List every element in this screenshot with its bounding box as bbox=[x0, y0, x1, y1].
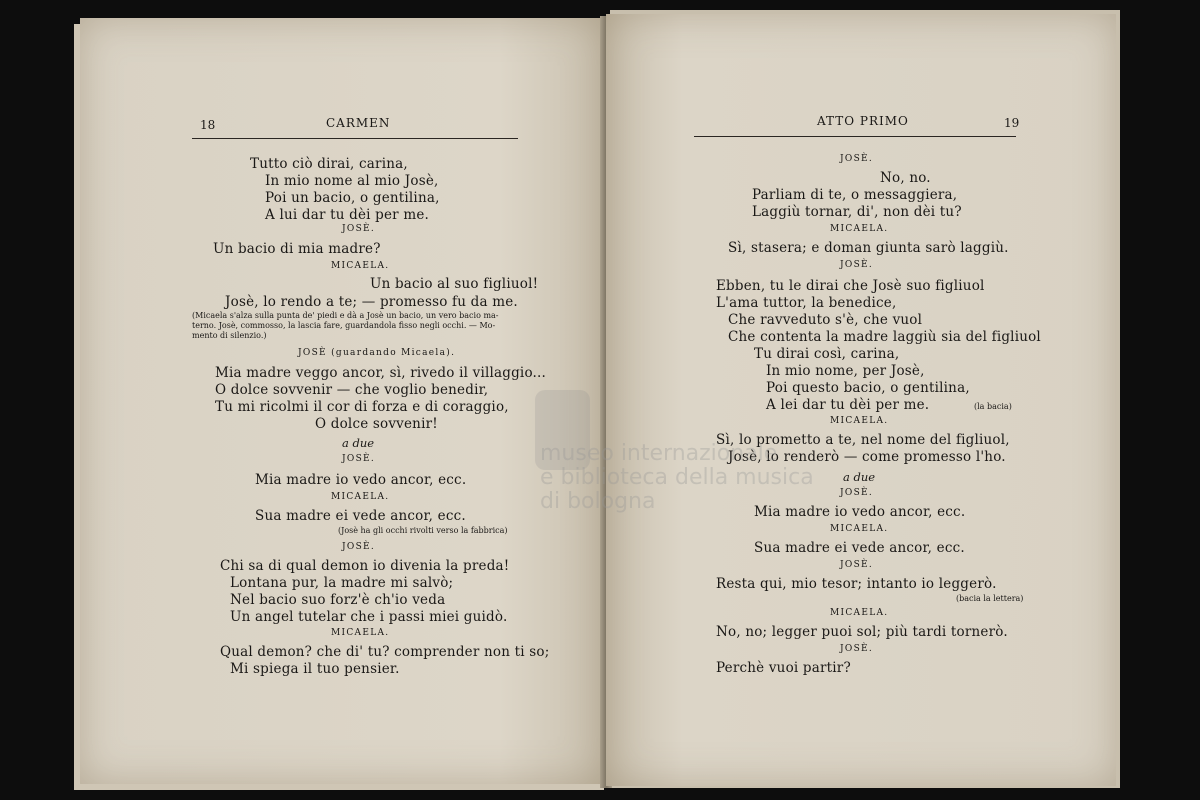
verse-line: Che ravveduto s'è, che vuol bbox=[728, 312, 923, 328]
speaker-label: JOSÈ. bbox=[342, 454, 376, 464]
verse-line: No, no; legger puoi sol; più tardi tornerò. bbox=[716, 624, 1008, 640]
right-header-rule bbox=[694, 136, 1016, 137]
verse-line: Un bacio al suo figliuol! bbox=[370, 276, 539, 292]
verse-line: Tu mi ricolmi il cor di forza e di coraggio, bbox=[215, 399, 509, 415]
verse-line: A lui dar tu dèi per me. bbox=[265, 207, 430, 223]
a-due-marker: a due bbox=[843, 470, 876, 484]
verse-line: Sì, lo prometto a te, nel nome del figliuol, bbox=[716, 432, 1010, 448]
verse-line: Qual demon? che di' tu? comprender non ti so; bbox=[220, 644, 550, 660]
speaker-label: MICAELA. bbox=[331, 261, 390, 271]
verse-line: Mia madre io vedo ancor, ecc. bbox=[754, 504, 966, 520]
speaker-label: MICAELA. bbox=[331, 628, 390, 638]
speaker-label: JOSÈ. bbox=[840, 488, 874, 498]
verse-line: No, no. bbox=[880, 170, 931, 186]
verse-line: Resta qui, mio tesor; intanto io leggerò. bbox=[716, 576, 997, 592]
right-page bbox=[606, 14, 1116, 786]
verse-line: Lontana pur, la madre mi salvò; bbox=[230, 575, 454, 591]
verse-line: Un angel tutelar che i passi miei guidò. bbox=[230, 609, 508, 625]
verse-line: Parliam di te, o messaggiera, bbox=[752, 187, 958, 203]
speaker-label: MICAELA. bbox=[830, 524, 889, 534]
a-due-marker: a due bbox=[342, 436, 375, 450]
right-running-head: ATTO PRIMO bbox=[817, 114, 909, 128]
speaker-label: JOSÈ. bbox=[342, 542, 376, 552]
watermark-line: di bologna bbox=[540, 489, 656, 514]
verse-line: In mio nome, per Josè, bbox=[766, 363, 925, 379]
stage-direction: (la bacia) bbox=[974, 402, 1012, 411]
stage-direction: (Josè ha gli occhi rivolti verso la fabbrica) bbox=[338, 526, 508, 535]
speaker-label: JOSÈ. bbox=[342, 224, 376, 234]
speaker-label: JOSÈ. bbox=[840, 260, 874, 270]
open-book bbox=[70, 10, 1130, 790]
watermark-line: e biblioteca della musica bbox=[540, 465, 814, 490]
speaker-label: JOSÈ. bbox=[840, 644, 874, 654]
speaker-label: MICAELA. bbox=[830, 608, 889, 618]
left-page-number: 18 bbox=[200, 118, 216, 132]
verse-line: Tu dirai così, carina, bbox=[754, 346, 900, 362]
verse-line: Un bacio di mia madre? bbox=[213, 241, 381, 257]
verse-line: Sua madre ei vede ancor, ecc. bbox=[754, 540, 965, 556]
watermark-line: museo internazionale bbox=[540, 441, 778, 466]
verse-line: Mia madre io vedo ancor, ecc. bbox=[255, 472, 467, 488]
left-running-head: CARMEN bbox=[326, 116, 391, 130]
stage-direction: mento di silenzio.) bbox=[192, 331, 267, 340]
speaker-label: MICAELA. bbox=[830, 224, 889, 234]
verse-line: Che contenta la madre laggiù sia del figliuol bbox=[728, 329, 1041, 345]
stage-direction: terno. Josè, commosso, la lascia fare, guardandola fisso negli occhi. — Mo- bbox=[192, 321, 496, 330]
verse-line: O dolce sovvenir — che voglio benedir, bbox=[215, 382, 489, 398]
verse-line: L'ama tuttor, la benedice, bbox=[716, 295, 897, 311]
verse-line: Sua madre ei vede ancor, ecc. bbox=[255, 508, 466, 524]
speaker-label: JOSÈ. bbox=[840, 560, 874, 570]
speaker-label: JOSÈ (guardando Micaela). bbox=[298, 348, 456, 358]
stage-direction: (Micaela s'alza sulla punta de' piedi e dà a Josè un bacio, un vero bacio ma- bbox=[192, 311, 499, 320]
stage-direction: (bacia la lettera) bbox=[956, 594, 1024, 603]
verse-line: O dolce sovvenir! bbox=[315, 416, 438, 432]
verse-line: Tutto ciò dirai, carina, bbox=[250, 156, 408, 172]
verse-line: Mi spiega il tuo pensier. bbox=[230, 661, 400, 677]
left-header-rule bbox=[192, 138, 518, 139]
left-page bbox=[80, 18, 604, 784]
verse-line: Ebben, tu le dirai che Josè suo figliuol bbox=[716, 278, 985, 294]
verse-line: A lei dar tu dèi per me. bbox=[766, 397, 930, 413]
watermark bbox=[540, 442, 814, 514]
speaker-label: MICAELA. bbox=[331, 492, 390, 502]
verse-line: Perchè vuoi partir? bbox=[716, 660, 851, 676]
verse-line: In mio nome al mio Josè, bbox=[265, 173, 439, 189]
verse-line: Poi questo bacio, o gentilina, bbox=[766, 380, 970, 396]
right-page-number: 19 bbox=[1004, 116, 1020, 130]
verse-line: Josè, lo renderò — come promesso l'ho. bbox=[728, 449, 1006, 465]
verse-line: Chi sa di qual demon io divenia la preda! bbox=[220, 558, 510, 574]
verse-line: Poi un bacio, o gentilina, bbox=[265, 190, 440, 206]
verse-line: Mia madre veggo ancor, sì, rivedo il villaggio... bbox=[215, 365, 547, 381]
verse-line: Laggiù tornar, di', non dèi tu? bbox=[752, 204, 962, 220]
verse-line: Nel bacio suo forz'è ch'io veda bbox=[230, 592, 446, 608]
verse-line: Sì, stasera; e doman giunta sarò laggiù. bbox=[728, 240, 1009, 256]
speaker-label: MICAELA. bbox=[830, 416, 889, 426]
verse-line: Josè, lo rendo a te; — promesso fu da me. bbox=[225, 294, 518, 310]
speaker-label: JOSÈ. bbox=[840, 154, 874, 164]
